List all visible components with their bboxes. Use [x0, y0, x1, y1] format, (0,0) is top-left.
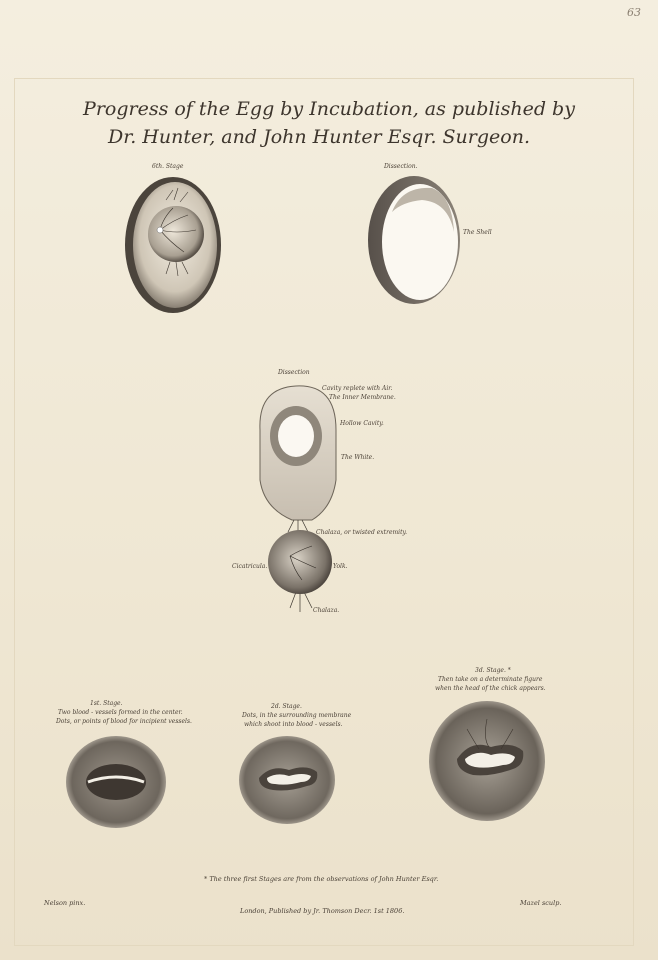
publisher-line: London, Published by Jr. Thomson Decr. 1st 1806. [240, 907, 405, 915]
stage3-label: 3d. Stage. * [475, 667, 511, 674]
dissection-top-label: Dissection. [384, 163, 418, 170]
shell-illustration [362, 172, 472, 312]
stage6-label: 6th. Stage [152, 163, 184, 170]
stage2-desc-line1: Dots, in the surrounding membrane [242, 712, 352, 719]
label-chalaza-twisted: Chalaza, or twisted extremity. [316, 529, 408, 536]
credit-right: Mazel sculp. [520, 899, 562, 907]
label-cavity-air: Cavity replete with Air. [322, 385, 393, 392]
credit-left: Nelson pinx. [44, 899, 86, 907]
stage3-desc-line2: when the head of the chick appears. [435, 685, 546, 692]
shell-label: The Shell [463, 229, 492, 236]
stage1-embryo-illustration [64, 734, 168, 830]
label-white: The White. [341, 454, 375, 461]
label-hollow-cavity: Hollow Cavity. [340, 420, 384, 427]
plate-title-line1: Progress of the Egg by Incubation, as published by [83, 98, 575, 120]
stage3-embryo-illustration [427, 699, 547, 823]
stage1-desc-line2: Dots, or points of blood for incipient vessels. [56, 718, 192, 725]
label-inner-membrane: The Inner Membrane. [329, 394, 396, 401]
footnote: * The three first Stages are from the observations of John Hunter Esqr. [204, 875, 439, 883]
stage1-label: 1st. Stage. [90, 700, 123, 707]
stage6-egg-illustration [118, 170, 228, 320]
stage2-label: 2d. Stage. [271, 703, 302, 710]
dissection-center-label: Dissection [278, 369, 310, 376]
stage3-desc-line1: Then take on a determinate figure [438, 676, 543, 683]
label-cicatricula: Cicatricula. [232, 563, 268, 570]
label-yolk: Yolk. [333, 563, 348, 570]
stage2-embryo-illustration [237, 734, 337, 826]
page-number: 63 [627, 6, 641, 19]
center-dissection-illustration [250, 380, 370, 630]
stage2-desc-line2: which shoot into blood - vessels. [244, 721, 343, 728]
stage1-desc-line1: Two blood - vessels formed in the center. [58, 709, 183, 716]
plate-title-line2: Dr. Hunter, and John Hunter Esqr. Surgeon. [108, 126, 530, 148]
label-chalaza: Chalaza. [313, 607, 340, 614]
